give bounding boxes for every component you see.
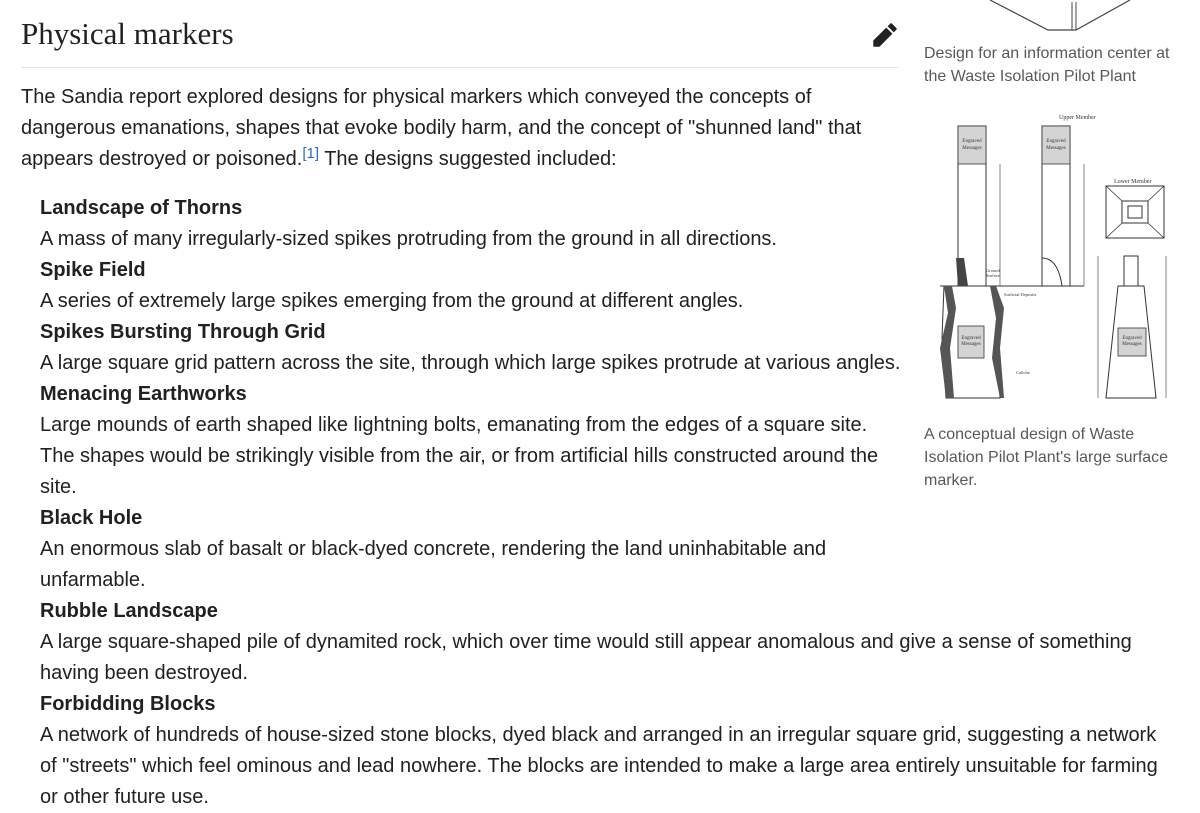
surface-marker-diagram[interactable] — [934, 108, 1174, 404]
design-term: Spike Field — [40, 259, 146, 281]
citation-ref[interactable] — [302, 145, 319, 162]
upper-member-label: Upper Member — [1059, 115, 1096, 121]
intro-text-after: The designs suggested included: — [319, 148, 617, 170]
engraved-label: Engraved — [961, 336, 981, 341]
section-heading — [21, 14, 898, 68]
citation-link[interactable]: [1] — [302, 145, 319, 162]
design-desc: A large square grid pattern across the site, through which large spikes protrude at various angles. — [40, 352, 901, 374]
design-desc: An enormous slab of basalt or black-dyed concrete, rendering the land uninhabitable and unfarmable. — [40, 538, 827, 591]
surface-label: Surface — [986, 273, 1000, 278]
design-desc: A network of hundreds of house-sized stone blocks, dyed black and arranged in an irregular square grid, suggesting a network of "streets" which feel ominous and lead nowhere. The blocks are intended to make a large area entirely unsuitable for farming or other future use. — [40, 724, 1158, 808]
design-desc: Large mounds of earth shaped like lightning bolts, emanating from the edges of a square site. The shapes would be strikingly visible from the air, or from artificial hills constructed around the site. — [40, 414, 879, 498]
surficial-deposits-label: Surficial Deposits — [1004, 292, 1037, 297]
figure-caption: Design for an information center at the Waste Isolation Pilot Plant — [924, 45, 1170, 85]
intro-text: The Sandia report explored designs for physical markers which conveyed the concepts of dangerous emanations, shapes that evoke bodily harm, and the concept of "shunned land" that appears destroyed or poisoned. — [21, 86, 862, 170]
info-center-image[interactable] — [980, 0, 1140, 36]
design-desc: A large square-shaped pile of dynamited rock, which over time would still appear anomalous and give a sense of something having been destroyed. — [40, 631, 1132, 684]
figure-caption: A conceptual design of Waste Isolation Pilot Plant's large surface marker. — [924, 426, 1169, 489]
engraved-label: Engraved — [962, 139, 982, 144]
messages-label: Messages — [962, 146, 982, 151]
design-term: Menacing Earthworks — [40, 383, 247, 405]
engraved-label: Engraved — [1122, 336, 1142, 341]
pencil-icon[interactable] — [872, 22, 898, 48]
design-term: Rubble Landscape — [40, 600, 218, 622]
intro-paragraph — [21, 82, 901, 175]
design-desc: A series of extremely large spikes emerging from the ground at different angles. — [40, 290, 744, 312]
messages-label: Messages — [1046, 146, 1066, 151]
messages-label: Messages — [1122, 342, 1142, 347]
section-title: Physical markers — [21, 16, 234, 51]
lower-member-label: Lower Member — [1114, 179, 1152, 185]
engraved-label: Engraved — [1046, 139, 1066, 144]
caliche-label: Caliche — [1016, 370, 1030, 375]
design-term: Landscape of Thorns — [40, 197, 243, 219]
ground-label: Ground — [986, 268, 1000, 273]
design-term: Forbidding Blocks — [40, 693, 216, 715]
design-term: Black Hole — [40, 507, 143, 529]
messages-label: Messages — [961, 342, 981, 347]
design-desc: A mass of many irregularly-sized spikes protruding from the ground in all directions. — [40, 228, 777, 250]
design-term: Spikes Bursting Through Grid — [40, 321, 326, 343]
